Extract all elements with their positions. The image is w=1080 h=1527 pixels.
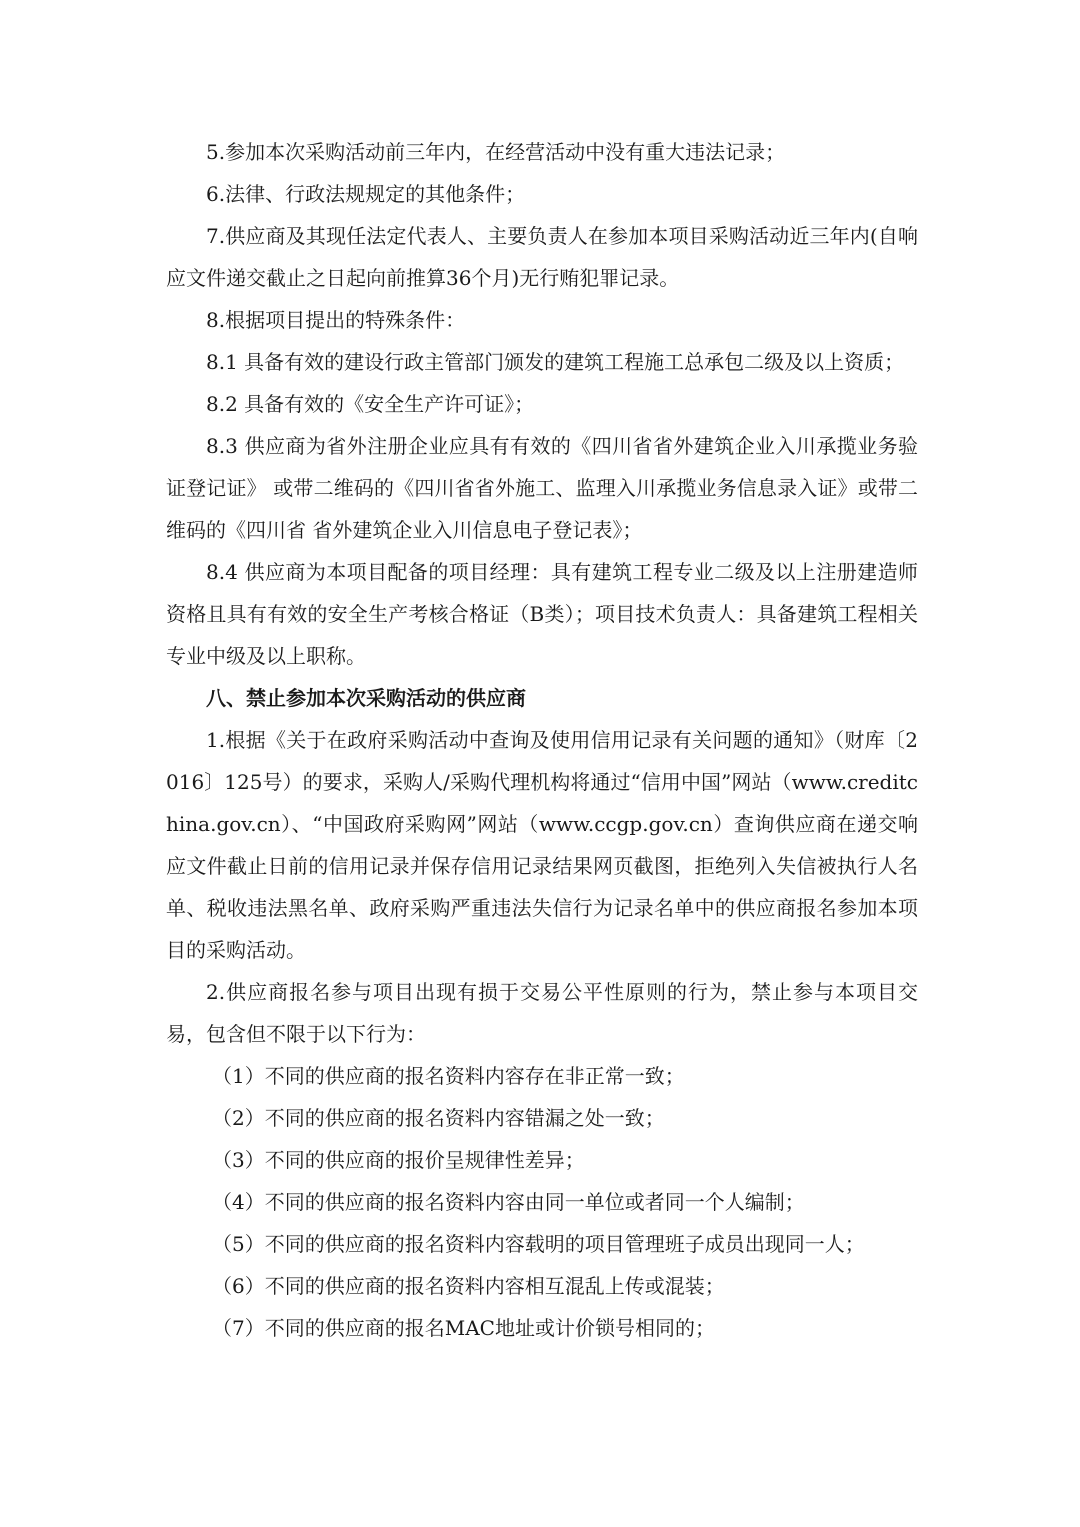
clause-8-3: 8.3 供应商为省外注册企业应具有有效的《四川省省外建筑企业入川承揽业务验证登记证》 或带二维码的《四川省省外施工、监理入川承揽业务信息录入证》或带二维码的《四川省 省外建筑企业入川信息电子登记表》； bbox=[166, 434, 918, 542]
clause-7: 7.供应商及其现任法定代表人、主要负责人在参加本项目采购活动近三年内(自响应文件递交截止之日起向前推算36个月)无行贿犯罪记录。 bbox=[166, 224, 918, 290]
prohibition-2: 2.供应商报名参与项目出现有损于交易公平性原则的行为，禁止参与本项目交易，包含但不限于以下行为： bbox=[166, 980, 918, 1046]
list-item: （5）不同的供应商的报名资料内容载明的项目管理班子成员出现同一人； bbox=[212, 1232, 865, 1256]
list-item: （7）不同的供应商的报名MAC地址或计价锁号相同的； bbox=[212, 1316, 715, 1340]
clause-8: 8.根据项目提出的特殊条件： bbox=[206, 308, 466, 332]
list-item: （4）不同的供应商的报名资料内容由同一单位或者同一个人编制； bbox=[212, 1190, 805, 1214]
list-item: （1）不同的供应商的报名资料内容存在非正常一致； bbox=[212, 1064, 685, 1088]
prohibition-1: 1.根据《关于在政府采购活动中查询及使用信用记录有关问题的通知》（财库〔2016〕125号）的要求，采购人/采购代理机构将通过“信用中国”网站（www.creditchina.gov.cn）、“中国政府采购网”网站（www.ccgp.gov.cn）查询供应商在递交响应文件截止日前的信用记录并保存信用记录结果网页截图，拒绝列入失信被执行人名单、税收违法黑名单、政府采购严重违法失信行为记录名单中的供应商报名参加本项目的采购活动。 bbox=[166, 728, 918, 962]
clause-5: 5.参加本次采购活动前三年内，在经营活动中没有重大违法记录； bbox=[206, 140, 786, 164]
section-heading: 八、禁止参加本次采购活动的供应商 bbox=[206, 686, 526, 710]
document-body bbox=[166, 131, 918, 1349]
clause-8-1: 8.1 具备有效的建设行政主管部门颁发的建筑工程施工总承包二级及以上资质； bbox=[206, 350, 905, 374]
list-item: （6）不同的供应商的报名资料内容相互混乱上传或混装； bbox=[212, 1274, 725, 1298]
clause-6: 6.法律、行政法规规定的其他条件； bbox=[206, 182, 526, 206]
clause-8-4: 8.4 供应商为本项目配备的项目经理：具有建筑工程专业二级及以上注册建造师资格且具有有效的安全生产考核合格证（B类）；项目技术负责人：具备建筑工程相关专业中级及以上职称。 bbox=[166, 560, 918, 668]
list-item: （2）不同的供应商的报名资料内容错漏之处一致； bbox=[212, 1106, 665, 1130]
clause-8-2: 8.2 具备有效的《安全生产许可证》； bbox=[206, 392, 535, 416]
list-item: （3）不同的供应商的报价呈规律性差异； bbox=[212, 1148, 585, 1172]
